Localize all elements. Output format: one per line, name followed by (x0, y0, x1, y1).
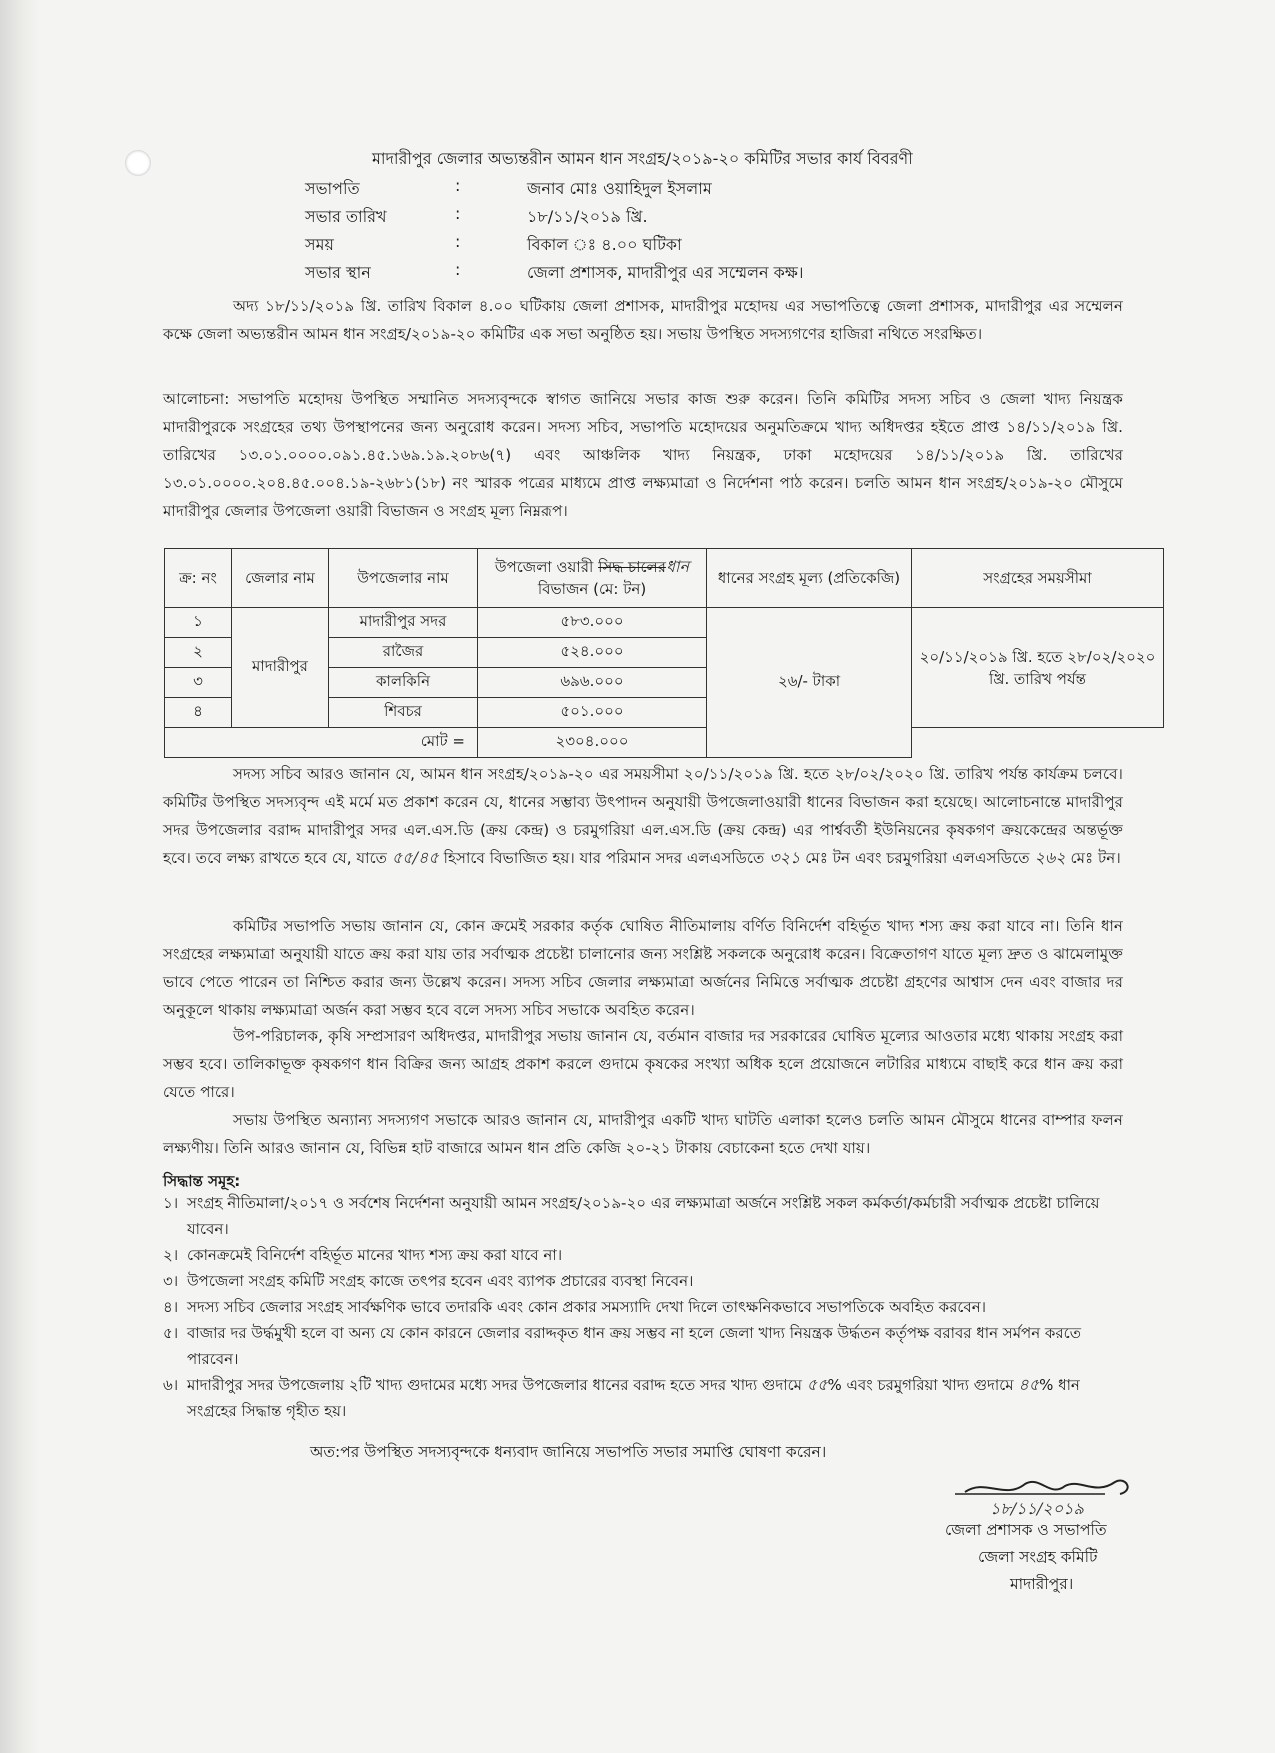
agri-paragraph: উপ-পরিচালক, কৃষি সম্প্রসারণ অধিদপ্তর, মাদারীপুর সভায় জানান যে, বর্তমান বাজার দর সরকারের ঘোষিত মূল্যের আওতার মধ্যে থাকায় সংগ্রহ করা সম্ভব হবে। তালিকাভূক্ত কৃষকগণ ধান বিক্রির জন্য আগ্রহ প্রকাশ করলে গুদামে কৃষকের সংখ্যা অধিক হলে প্রয়োজনে লটারির মাধ্যমে বাছাই করে ধান ক্রয় করা যেতে পারে। (163, 1027, 1123, 1101)
header-period: সংগ্রহের সময়সীমা (912, 549, 1164, 608)
list-item: ১। সংগ্রহ নীতিমালা/২০১৭ ও সর্বশেষ নির্দেশনা অনুযায়ী আমন সংগ্রহ/২০১৯-২০ এর লক্ষ্যমাত্রা অর্জনে সংশ্লিষ্ট সকল কর্মকর্তা/কর্মচারী সর্বাত্মক প্রচেষ্টা চালিয়ে যাবেন। (163, 1194, 1100, 1238)
table-total-row (165, 728, 1164, 758)
header-allocation: উপজেলা ওয়ারী সিদ্ধ চালেরধান বিভাজন (মে: টন) (478, 549, 707, 608)
handwritten-char-pct: ৪৫ (1018, 1375, 1040, 1394)
handwritten-char-qty: ২৬২ (1034, 848, 1066, 867)
list-item: ২। কোনক্রমেই বিনির্দেশ বহির্ভূত মানের খাদ্য শস্য ক্রয় করা যাবে না। (163, 1246, 563, 1264)
decisions-list (163, 1190, 1123, 1424)
document-page: মাদারীপুর জেলার অভ্যন্তরীন আমন ধান সংগ্রহ/২০১৯-২০ কমিটির সভার কার্য বিবরণী সভাপতি : জনাব মোঃ ওয়াহিদুল ইসলাম সভার তারিখ : ১৮/১১/২০১৯ খ্রি. সময় : বিকাল ঃ ৪.০০ ঘটিকা সভার স্থান : জেলা প্রশাসক, মাদারীপুর এর সম্মেলন কক্ষ। অদ্য ১৮/১১/২০১৯ খ্রি. তারিখ বিকাল ৪.০০ ঘটিকায় জেলা প্রশাসক, মাদারীপুর মহোদয় এর সভাপতিত্বে জেলা প্রশাসক, মাদারীপুর এর সম্মেলন কক্ষে জেলা অভ্যন্তরীন আমন ধান সংগ্রহ/২০১৯-২০ কমিটির এক সভা অনুষ্ঠিত হয়। সভায় উপস্থিত সদস্যগণের হাজিরা নথিতে সংরক্ষিত। আলোচনা: সভাপতি মহোদয় উপস্থিত সম্মানিত সদস্যবৃন্দকে স্বাগত জানিয়ে সভার কাজ শুরু করেন। তিনি কমিটির সদস্য সচিব ও জেলা খাদ্য নিয়ন্ত্রক মাদারীপুরকে সংগ্রহের তথ্য উপস্থাপনের জন্য অনুরোধ করেন। সদস্য সচিব, সভাপতি মহোদয়ের অনুমতিক্রমে খাদ্য অধিদপ্তর হইতে প্রাপ্ত ১৪/১১/২০১৯ খ্রি. তারিখের ১৩.০১.০০০০.০৯১.৪৫.১৬৯.১৯.২০৮৬(৭) এবং আঞ্চলিক খাদ্য নিয়ন্ত্রক, ঢাকা মহোদয়ের ১৪/১১/২০১৯ খ্রি. তারিখের ১৩.০১.০০০০.২০৪.৪৫.০০৪.১৯-২৬৮১(১৮) নং স্মারক পত্রের মাধ্যমে প্রাপ্ত লক্ষ্যমাত্রা ও নির্দেশনা পাঠ করেন। চলতি আমন ধান সংগ্রহ/২০১৯-২০ মৌসুমে মাদারীপুর জেলার উপজেলা ওয়ারী বিভাজন ও সংগ্রহ মূল্য নিম্নরূপ। ক্র: নং জেলার নাম উপজেলার নাম উপজেলা ওয়ারী সিদ্ধ চালেরধান বিভাজন (মে: টন) ধানের সংগ্রহ মূল্য (প্রতিকেজি) সংগ্রহের সময়সীমা ১ মাদারীপুর মাদারীপুর সদর ৫৮৩.০০০ ২৬/- টাকা ২০/১১/২০১৯ খ্রি. হতে ২৮/০২/২০২০ খ্রি. তারিখ পর্যন্ত ২ রাজৈর ৫২৪.০০০ ৩ কালকিনি ৬৯৬.০০০ ৪ শিবচর ৫০১.০০০ মোট = ২৩০৪.০০০ সদস্য সচিব আরও জানান যে, আমন ধান সংগ্রহ/২০১৯-২০ এর সময়সীমা ২০/১১/২০১৯ খ্রি. হতে ২৮/০২/২০২০ খ্রি. তারিখ পর্যন্ত কার্যক্রম চলবে। কমিটির উপস্থিত সদস্যবৃন্দ এই মর্মে মত প্রকাশ করেন যে, ধানের সম্ভাব্য উৎপাদন অনুযায়ী উপজেলাওয়ারী ধানের বিভাজন করা হয়েছে। আলোচনান্তে মাদারীপুর সদর উপজেলার বরাদ্দ মাদারীপুর সদর এল.এস.ডি (ক্রয় কেন্দ্র) ও চরমুগরিয়া এল.এস.ডি (ক্রয় কেন্দ্র) এর পার্শ্ববর্তী ইউনিয়নের কৃষকগণ ক্রয়কেন্দ্রের অন্তর্ভূক্ত হবে। তবে লক্ষ্য রাখতে হবে যে, যাতে ৫৫/৪৫ হিসাবে বিভাজিত হয়। যার পরিমান সদর এলএসডিতে ৩২১ মেঃ টন এবং চরমুগরিয়া এলএসডিতে ২৬২ মেঃ টন। কমিটির সভাপতি সভায় জানান যে, কোন ক্রমেই সরকার কর্তৃক ঘোষিত নীতিমালায় বর্ণিত বিনির্দেশ বহির্ভূত খাদ্য শস্য ক্রয় করা যাবে না। তিনি ধান সংগ্রহের লক্ষ্যমাত্রা অনুযায়ী যাতে ক্রয় করা যায় তার সর্বাত্মক প্রচেষ্টা চালানোর জন্য সংশ্লিষ্ট সকলকে অনুরোধ করেন। বিক্রেতাগণ যাতে মূল্য দ্রুত ও ঝামেলামুক্ত ভাবে পেতে পারেন তা নিশ্চিত করার জন্য উল্লেখ করেন। সদস্য সচিব জেলার লক্ষ্যমাত্রা অর্জনের নিমিত্তে সর্বাত্মক প্রচেষ্টা গ্রহণের আশ্বাস দেন এবং বাজার দর অনুকূলে থাকায় লক্ষ্যমাত্রা অর্জন করা সম্ভব হবে বলে সদস্য সচিব সভাকে অবহিত করেন। উপ-পরিচালক, কৃষি সম্প্রসারণ অধিদপ্তর, মাদারীপুর সভায় জানান যে, বর্তমান বাজার দর সরকারের ঘোষিত মূল্যের আওতার মধ্যে থাকায় সংগ্রহ করা সম্ভব হবে। তালিকাভূক্ত কৃষকগণ ধান বিক্রির জন্য আগ্রহ প্রকাশ করলে গুদামে কৃষকের সংখ্যা অধিক হলে প্রয়োজনে লটারির মাধ্যমে বাছাই করে ধান ক্রয় করা যেতে পারে। সভায় উপস্থিত অন্যান্য সদস্যগণ সভাকে আরও জানান যে, মাদারীপুর একটি খাদ্য ঘাটতি এলাকা হলেও চলতি আমন মৌসুমে ধানের বাম্পার ফলন লক্ষ্যণীয়। তিনি আরও জানান যে, বিভিন্ন হাট বাজারে আমন ধান প্রতি কেজি ২০-২১ টাকায় বেচাকেনা হতে দেখা যায়। সিদ্ধান্ত সমূহ: ১। সংগ্রহ নীতিমালা/২০১৭ ও সর্বশেষ নির্দেশনা অনুযায়ী আমন সংগ্রহ/২০১৯-২০ এর লক্ষ্যমাত্রা অর্জনে সংশ্লিষ্ট সকল কর্মকর্তা/কর্মচারী সর্বাত্মক প্রচেষ্টা চালিয়ে যাবেন। ২। কোনক্রমেই বিনির্দেশ বহির্ভূত মানের খাদ্য শস্য ক্রয় করা যাবে না। ৩। উপজেলা সংগ্রহ কমিটি সংগ্রহ কাজে তৎপর হবেন এবং ব্যাপক প্রচারের ব্যবস্থা নিবেন। ৪। সদস্য সচিব জেলার সংগ্রহ সার্বক্ষণিক ভাবে তদারকি এবং কোন প্রকার সমস্যাদি দেখা দিলে তাৎক্ষনিকভাবে সভাপতিকে অবহিত করবেন। ৫। বাজার দর উর্দ্ধমুখী হলে বা অন্য যে কোন কারনে জেলার বরাদ্দকৃত ধান ক্রয় সম্ভব না হলে জেলা খাদ্য নিয়ন্ত্রক উর্দ্ধতন কর্তৃপক্ষ বরাবর ধান সর্মপন করতে পারবেন। ৬। মাদারীপুর সদর উপজেলায় ২টি খাদ্য গুদামের মধ্যে সদর উপজেলার ধানের বরাদ্দ হতে সদর খাদ্য গুদামে ৫৫% এবং চরমুগরিয়া খাদ্য গুদামে ৪৫% ধান সংগ্রহের সিদ্ধান্ত গৃহীত হয়। অত:পর উপস্থিত সদস্যবৃন্দকে ধন্যবাদ জানিয়ে সভাপতি সভার সমাপ্তি ঘোষণা করেন। ১৮/১১/২০১৯ জেলা প্রশাসক ও সভাপতি জেলা সংগ্রহ কমিটি মাদারীপুর। (0, 0, 1275, 1753)
table-row: ৩ কালকিনি ৬৯৬.০০০ (165, 668, 1164, 698)
table-row: ১ মাদারীপুর মাদারীপুর সদর ৫৮৩.০০০ ২৬/- টাকা ২০/১১/২০১৯ খ্রি. হতে ২৮/০২/২০২০ খ্রি. তারিখ পর্যন্ত (165, 608, 1164, 638)
list-item: ৫। বাজার দর উর্দ্ধমুখী হলে বা অন্য যে কোন কারনে জেলার বরাদ্দকৃত ধান ক্রয় সম্ভব না হলে জেলা খাদ্য নিয়ন্ত্রক উর্দ্ধতন কর্তৃপক্ষ বরাবর ধান সর্মপন করতে পারবেন। (163, 1324, 1081, 1368)
opening-paragraph: অদ্য ১৮/১১/২০১৯ খ্রি. তারিখ বিকাল ৪.০০ ঘটিকায় জেলা প্রশাসক, মাদারীপুর মহোদয় এর সভাপতিত্বে জেলা প্রশাসক, মাদারীপুর এর সম্মেলন কক্ষে জেলা অভ্যন্তরীন আমন ধান সংগ্রহ/২০১৯-২০ কমিটির এক সভা অনুষ্ঠিত হয়। সভায় উপস্থিত সদস্যগণের হাজিরা নথিতে সংরক্ষিত। (163, 297, 1123, 343)
table-row: ৪ শিবচর ৫০১.০০০ (165, 698, 1164, 728)
header-upazila: উপজেলার নাম (329, 549, 478, 608)
discussion-paragraph: আলোচনা: সভাপতি মহোদয় উপস্থিত সম্মানিত সদস্যবৃন্দকে স্বাগত জানিয়ে সভার কাজ শুরু করেন। তিনি কমিটির সদস্য সচিব ও জেলা খাদ্য নিয়ন্ত্রক মাদারীপুরকে সংগ্রহের তথ্য উপস্থাপনের জন্য অনুরোধ করেন। সদস্য সচিব, সভাপতি মহোদয়ের অনুমতিক্রমে খাদ্য অধিদপ্তর হইতে প্রাপ্ত ১৪/১১/২০১৯ খ্রি. তারিখের ১৩.০১.০০০০.০৯১.৪৫.১৬৯.১৯.২০৮৬(৭) এবং আঞ্চলিক খাদ্য নিয়ন্ত্রক, ঢাকা মহোদয়ের ১৪/১১/২০১৯ খ্রি. তারিখের ১৩.০১.০০০০.২০৪.৪৫.০০৪.১৯-২৬৮১(১৮) নং স্মারক পত্রের মাধ্যমে প্রাপ্ত লক্ষ্যমাত্রা ও নির্দেশনা পাঠ করেন। চলতি আমন ধান সংগ্রহ/২০১৯-২০ মৌসুমে মাদারীপুর জেলার উপজেলা ওয়ারী বিভাজন ও সংগ্রহ মূল্য নিম্নরূপ। (163, 390, 1123, 520)
handwritten-sadar-qty: ৩২১ (769, 848, 801, 867)
members-paragraph: সভায় উপস্থিত অন্যান্য সদস্যগণ সভাকে আরও জানান যে, মাদারীপুর একটি খাদ্য ঘাটতি এলাকা হলেও চলতি আমন মৌসুমে ধানের বাম্পার ফলন লক্ষ্যণীয়। তিনি আরও জানান যে, বিভিন্ন হাট বাজারে আমন ধান প্রতি কেজি ২০-২১ টাকায় বেচাকেনা হতে দেখা যায়। (163, 1111, 1123, 1157)
total-value: ২৩০৪.০০০ (478, 728, 707, 758)
signature-date: ১৮/১১/২০১৯ (990, 1499, 1084, 1518)
header-price: ধানের সংগ্রহ মূল্য (প্রতিকেজি) (707, 549, 912, 608)
header-district: জেলার নাম (232, 549, 329, 608)
member-secretary-paragraph: সদস্য সচিব আরও জানান যে, আমন ধান সংগ্রহ/২০১৯-২০ এর সময়সীমা ২০/১১/২০১৯ খ্রি. হতে ২৮/০২/২০২০ খ্রি. তারিখ পর্যন্ত কার্যক্রম চলবে। কমিটির উপস্থিত সদস্যবৃন্দ এই মর্মে মত প্রকাশ করেন যে, ধানের সম্ভাব্য উৎপাদন অনুযায়ী উপজেলাওয়ারী ধানের বিভাজন করা হয়েছে। আলোচনান্তে মাদারীপুর সদর উপজেলার বরাদ্দ মাদারীপুর সদর এল.এস.ডি (ক্রয় কেন্দ্র) ও চরমুগরিয়া এল.এস.ডি (ক্রয় কেন্দ্র) এর পার্শ্ববর্তী ইউনিয়নের কৃষকগণ ক্রয়কেন্দ্রের অন্তর্ভূক্ত হবে। তবে লক্ষ্য রাখতে হবে যে, যাতে ৫৫/৪৫ হিসাবে বিভাজিত হয়। যার পরিমান সদর এলএসডিতে ৩২১ মেঃ টন এবং চরমুগরিয়া এলএসডিতে ২৬২ মেঃ টন। (163, 765, 1123, 867)
list-item: ৪। সদস্য সচিব জেলার সংগ্রহ সার্বক্ষণিক ভাবে তদারকি এবং কোন প্রকার সমস্যাদি দেখা দিলে তাৎক্ষনিকভাবে সভাপতিকে অবহিত করবেন। (163, 1298, 987, 1316)
scan-edge-shadow (0, 0, 40, 1753)
closing-line: অত:পর উপস্থিত সদস্যবৃন্দকে ধন্যবাদ জানিয়ে সভাপতি সভার সমাপ্তি ঘোষণা করেন। (310, 1443, 827, 1461)
total-label: মোট = (165, 728, 478, 758)
designation-line-2: জেলা সংগ্রহ কমিটি (978, 1548, 1098, 1566)
struck-text: সিদ্ধ চালের (598, 558, 666, 576)
designation-line-1: জেলা প্রশাসক ও সভাপতি (945, 1521, 1107, 1539)
decisions-title: সিদ্ধান্ত সমূহ: (163, 1172, 241, 1190)
list-item: ৬। মাদারীপুর সদর উপজেলায় ২টি খাদ্য গুদামের মধ্যে সদর উপজেলার ধানের বরাদ্দ হতে সদর খাদ্য গুদামে ৫৫% এবং চরমুগরিয়া খাদ্য গুদামে ৪৫% ধান সংগ্রহের সিদ্ধান্ত গৃহীত হয়। (163, 1375, 1080, 1420)
document-title: মাদারীপুর জেলার অভ্যন্তরীন আমন ধান সংগ্রহ/২০১৯-২০ কমিটির সভার কার্য বিবরণী (372, 149, 913, 168)
table-header-row (165, 549, 1164, 608)
price-cell: ২৬/- টাকা (707, 608, 912, 758)
header-sl: ক্র: নং (165, 549, 232, 608)
punch-hole (125, 150, 151, 176)
handwritten-ratio: ৫৫/৪৫ (391, 848, 439, 867)
chair-paragraph: কমিটির সভাপতি সভায় জানান যে, কোন ক্রমেই সরকার কর্তৃক ঘোষিত নীতিমালায় বর্ণিত বিনির্দেশ বহির্ভূত খাদ্য শস্য ক্রয় করা যাবে না। তিনি ধান সংগ্রহের লক্ষ্যমাত্রা অনুযায়ী যাতে ক্রয় করা যায় তার সর্বাত্মক প্রচেষ্টা চালানোর জন্য সংশ্লিষ্ট সকলকে অনুরোধ করেন। বিক্রেতাগণ যাতে মূল্য দ্রুত ও ঝামেলামুক্ত ভাবে পেতে পারেন তা নিশ্চিত করার জন্য উল্লেখ করেন। সদস্য সচিব জেলার লক্ষ্যমাত্রা অর্জনের নিমিত্তে সর্বাত্মক প্রচেষ্টা গ্রহণের আশ্বাস দেন এবং বাজার দর অনুকূলে থাকায় লক্ষ্যমাত্রা অর্জন করা সম্ভব হবে বলে সদস্য সচিব সভাকে অবহিত করেন। (163, 917, 1123, 1019)
handwritten-correction: ধান (665, 557, 690, 576)
list-item: ৩। উপজেলা সংগ্রহ কমিটি সংগ্রহ কাজে তৎপর হবেন এবং ব্যাপক প্রচারের ব্যবস্থা নিবেন। (163, 1272, 694, 1290)
table-row: ২ রাজৈর ৫২৪.০০০ (165, 638, 1164, 668)
district-cell: মাদারীপুর (232, 608, 329, 728)
designation-line-3: মাদারীপুর। (1010, 1575, 1074, 1593)
allocation-table (164, 548, 1164, 758)
period-cell: ২০/১১/২০১৯ খ্রি. হতে ২৮/০২/২০২০ খ্রি. তারিখ পর্যন্ত (912, 608, 1164, 728)
handwritten-sadar-pct: ৫৫ (806, 1375, 828, 1394)
